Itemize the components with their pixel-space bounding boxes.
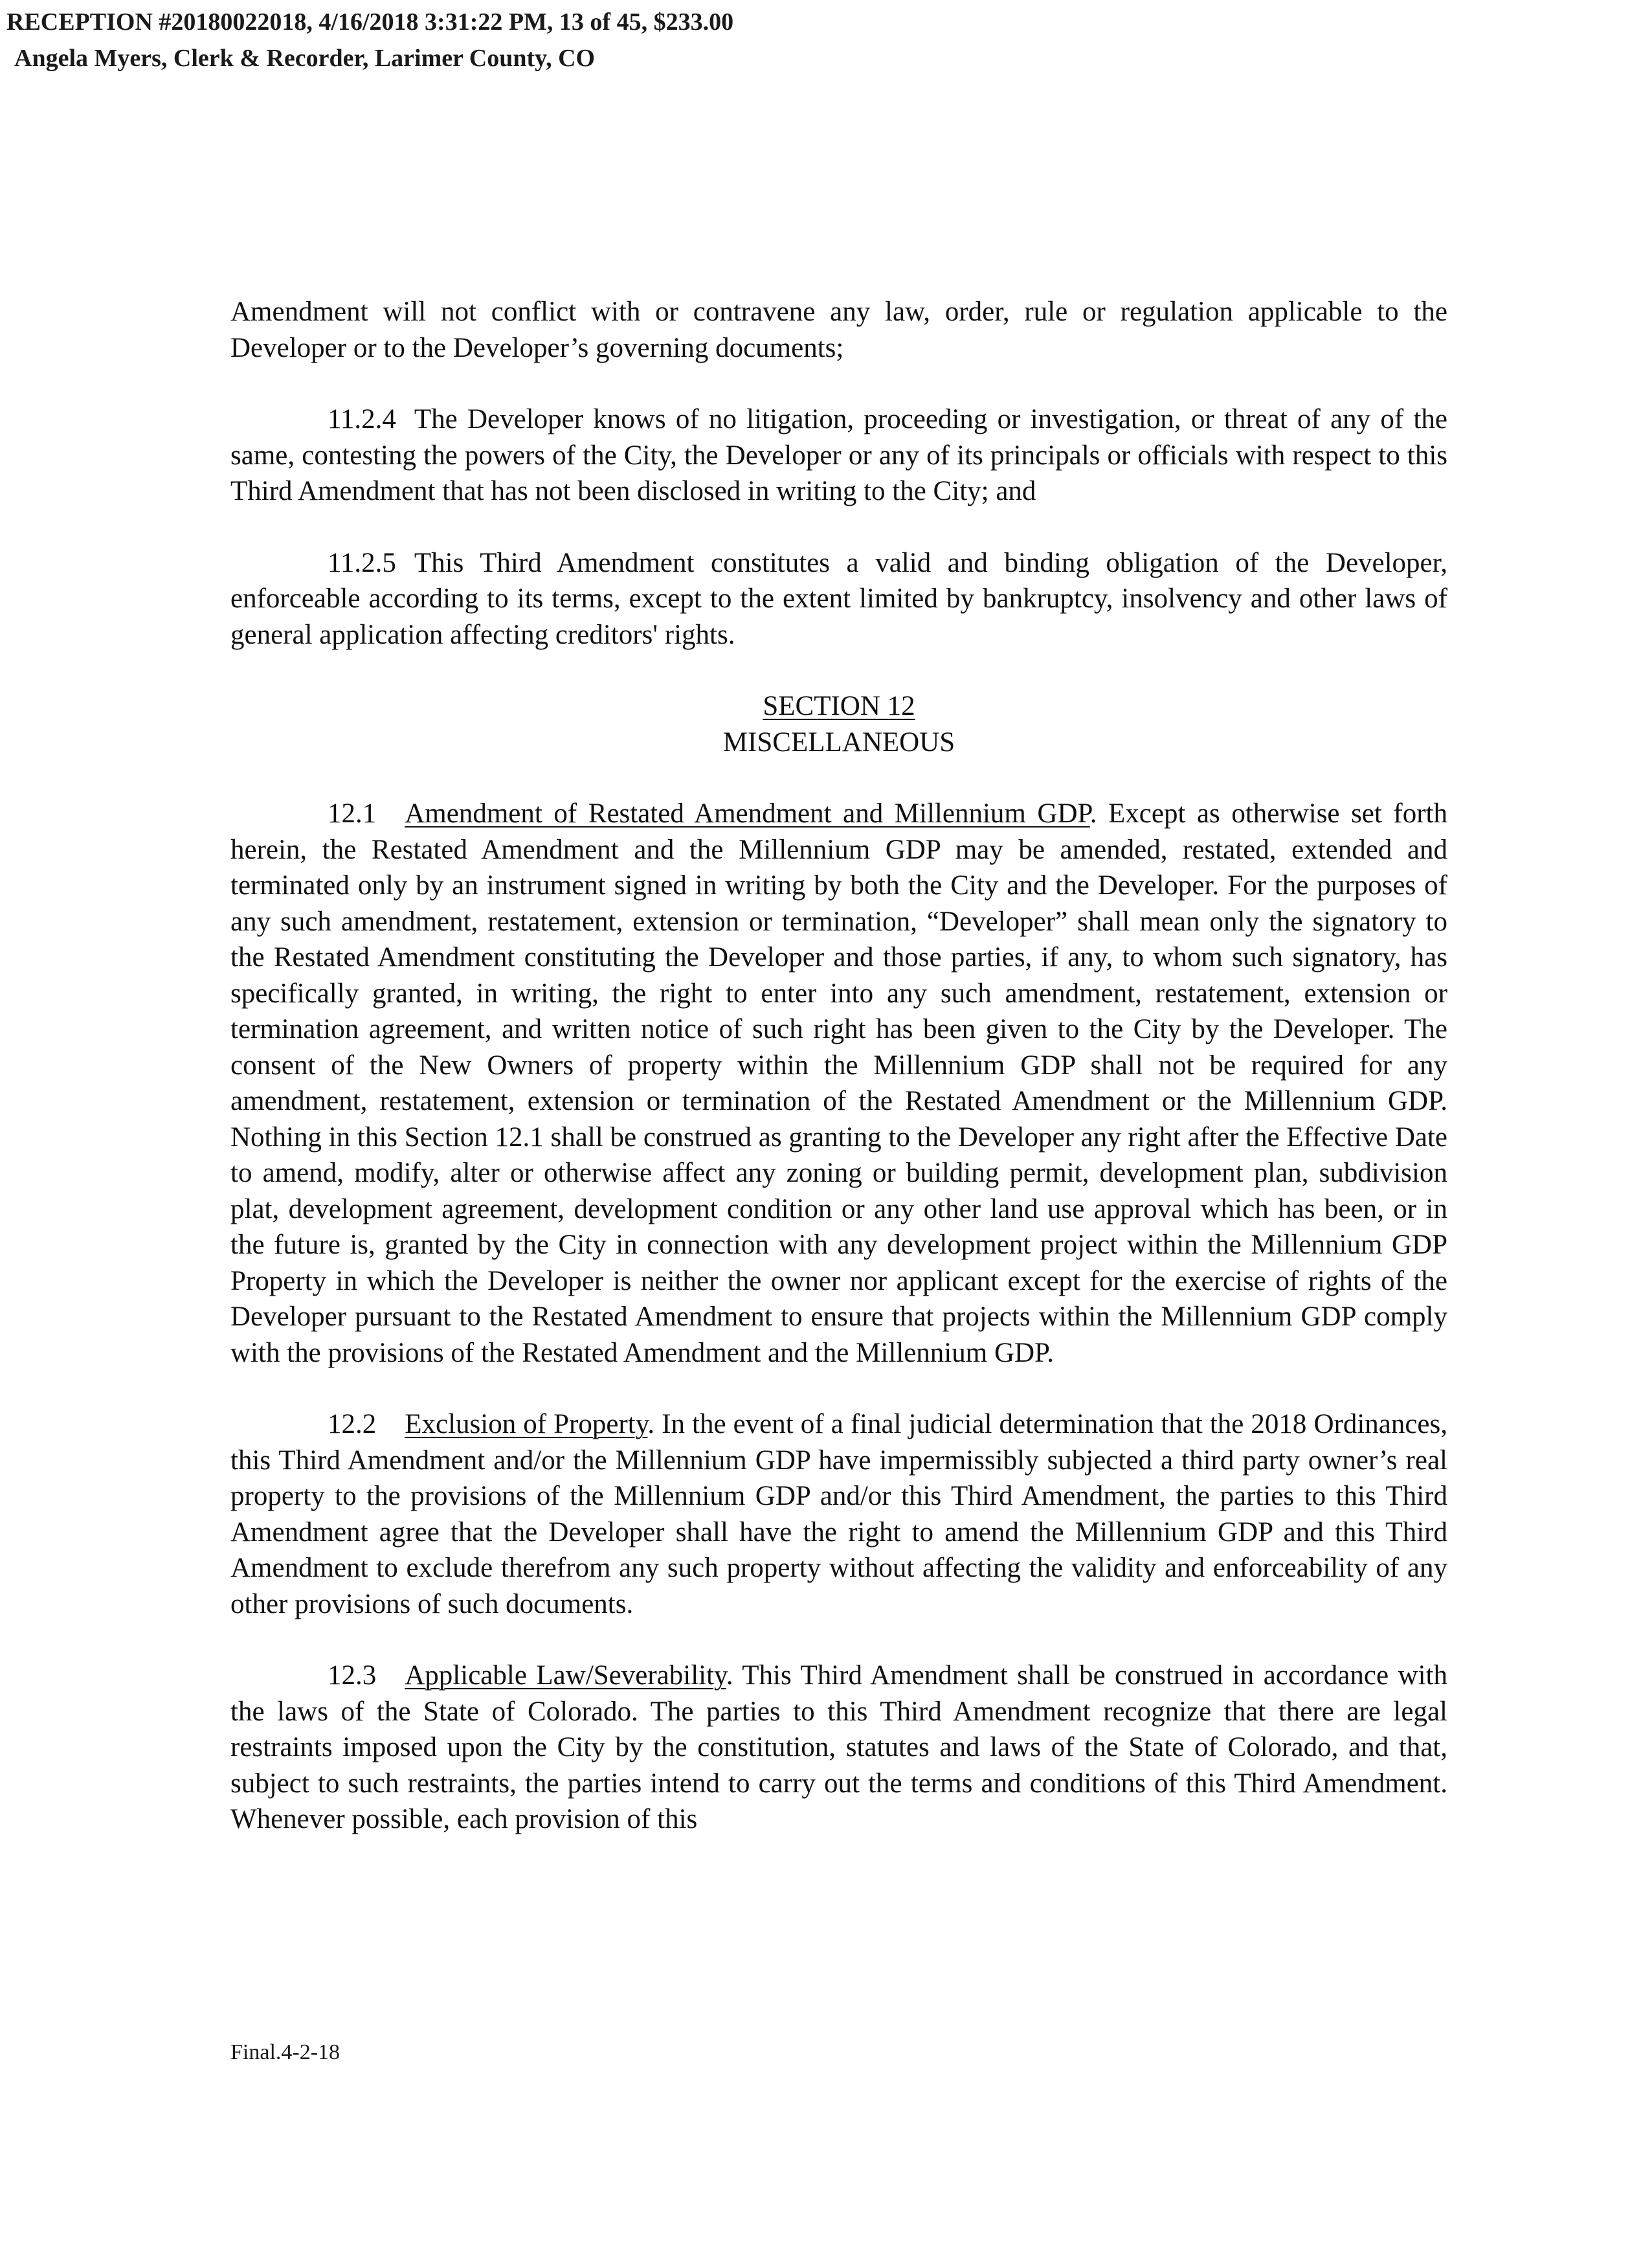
section-title: MISCELLANEOUS (722, 726, 955, 758)
section-number: SECTION 12 (763, 691, 915, 721)
clause-number: 11.2.4 (328, 404, 396, 434)
continued-paragraph (230, 294, 1447, 366)
clause-text: The Developer knows of no litigation, proceeding or investigation, or threat of any of the same, contesting the powers of the City, the Developer or any of its principals or officials with respect to this Third Amendment that has not been disclosed in writing to the City; and (230, 404, 1447, 506)
clause-text: This Third Amendment constitutes a valid and binding obligation of the Developer, enforceable according to its terms, except to the extent limited by bankruptcy, insolvency and other laws of general application affecting creditors' rights. (230, 547, 1447, 650)
paragraph-11-2-5 (230, 545, 1447, 653)
clause-12-2 (230, 1406, 1447, 1622)
clause-number: 12.2 (328, 1409, 377, 1439)
continued-text: Amendment will not conflict with or contravene any law, order, rule or regulation applicable to the Developer or to the Developer’s governing documents; (230, 297, 1447, 363)
clause-text: . Except as otherwise set forth herein, the Restated Amendment and the Millennium GDP may be amended, restated, extended and terminated only by an instrument signed in writing by both the City and the Developer. For the purposes of any such amendment, restatement, extension or termination, “Developer” shall mean only the signatory to the Restated Amendment constituting the Developer and those parties, if any, to whom such signatory, has specifically granted, in writing, the right to enter into any such amendment, restatement, extension or termination agreement, and written notice of such right has been given to the City by the Developer. The consent of the New Owners of property within the Millennium GDP shall not be required for any amendment, restatement, extension or termination of the Restated Amendment or the Millennium GDP. Nothing in this Section 12.1 shall be construed as granting to the Developer any right after the Effective Date to amend, modify, alter or otherwise affect any zoning or building permit, development plan, subdivision plat, development agreement, development condition or any other land use approval which has been, or in the future is, granted by the City in connection with any development project within the Millennium GDP Property in which the Developer is neither the owner nor applicant except for the exercise of rights of the Developer pursuant to the Restated Amendment to ensure that projects within the Millennium GDP comply with the provisions of the Restated Amendment and the Millennium GDP. (230, 798, 1447, 1368)
clause-12-3 (230, 1658, 1447, 1838)
recorder-line: Angela Myers, Clerk & Recorder, Larimer County, CO (14, 45, 596, 72)
clause-number: 12.3 (328, 1660, 377, 1691)
clause-heading: Amendment of Restated Amendment and Millennium GDP (405, 798, 1090, 829)
clause-heading: Applicable Law/Severability (405, 1660, 726, 1691)
clause-12-1 (230, 796, 1447, 1371)
reception-line: RECEPTION #20180022018, 4/16/2018 3:31:22 PM, 13 of 45, $233.00 (6, 8, 734, 36)
recording-stamp (6, 4, 733, 76)
footer-version: Final.4-2-18 (230, 2040, 340, 2064)
clause-heading: Exclusion of Property (405, 1409, 648, 1439)
clause-text: . This Third Amendment shall be construed in accordance with the laws of the State of Colorado. The parties to this Third Amendment recognize that there are legal restraints imposed upon the City by the constitution, statutes and laws of the State of Colorado, and that, subject to such restraints, the parties intend to carry out the terms and conditions of this Third Amendment. Whenever possible, each provision of this (230, 1660, 1447, 1834)
clause-text: . In the event of a final judicial determination that the 2018 Ordinances, this Third Amendment and/or the Millennium GDP have impermissibly subjected a third party owner’s real property to the provisions of the Millennium GDP and/or this Third Amendment, the parties to this Third Amendment agree that the Developer shall have the right to amend the Millennium GDP and this Third Amendment to exclude therefrom any such property without affecting the validity and enforceability of any other provisions of such documents. (230, 1409, 1448, 1619)
clause-number: 11.2.5 (328, 547, 396, 578)
section-heading (230, 688, 1447, 760)
paragraph-11-2-4 (230, 401, 1447, 510)
clause-number: 12.1 (328, 798, 377, 829)
document-body (230, 294, 1447, 1873)
